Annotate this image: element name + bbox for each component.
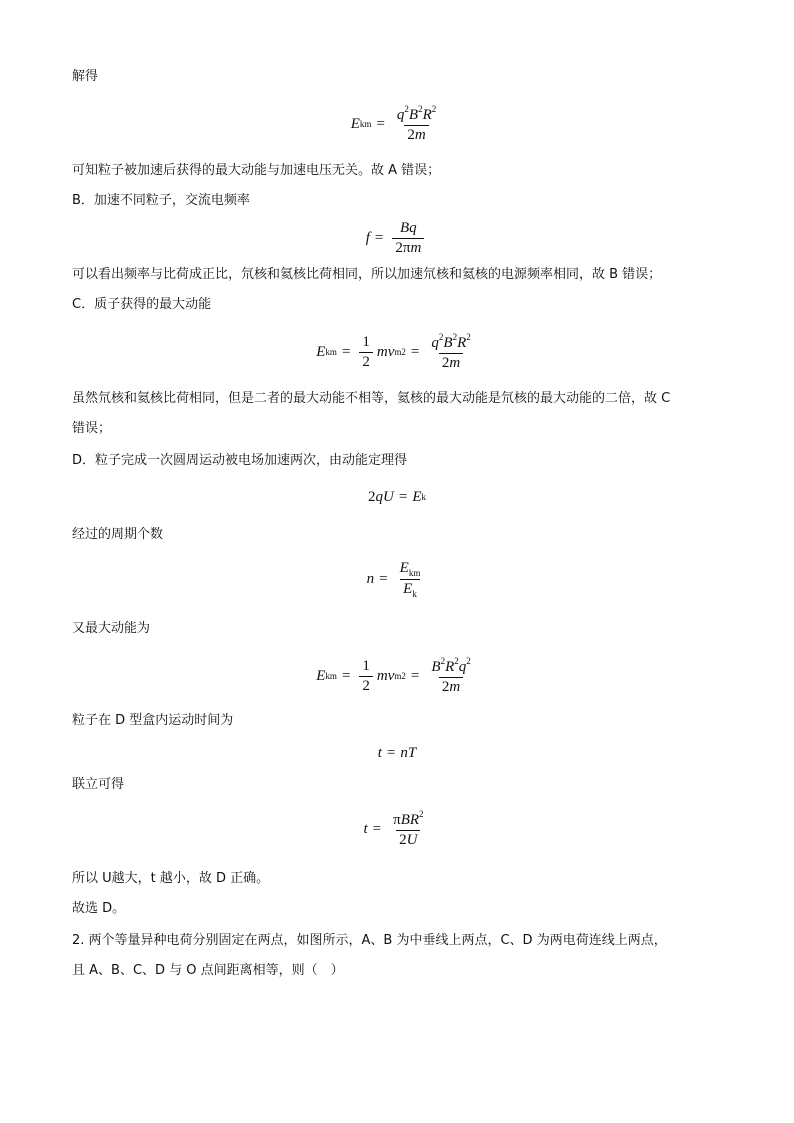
equation-frequency: f = $\frac{Bq}{2\pi m}$ [0,218,794,258]
text-line: 可知粒子被加速后获得的最大动能与加速电压无关。故 A 错误； [72,163,441,178]
equation-ekm-3: E km = $\frac{1}{2}$ mv m 2 = $\frac{B^2R^2q^2}{2m}$ [316,656,471,695]
text-line: B．加速不同粒子，交流电频率 [72,193,250,208]
text-line: 可以看出频率与比荷成正比，氘核和氦核比荷相同，所以加速氘核和氦核的电源频率相同，故 B 错误； [72,267,662,282]
text-line: 联立可得 [72,777,125,792]
text-line: 错误； [72,421,112,436]
equation-work-energy: 2 qU = E k [368,488,426,505]
text-line: 又最大动能为 [72,621,151,636]
text-line: 虽然氘核和氦核比荷相同，但是二者的最大动能不相等，氦核的最大动能是氘核的最大动能的二倍，故 C [72,391,671,406]
text-line: 粒子在 D 型盒内运动时间为 [72,713,234,728]
text-line: 所以 U越大，t 越小，故 D 正确。 [72,871,270,886]
question-line: 且 A、B、C、D 与 O 点间距离相等，则（ ） [72,963,344,978]
text-line: D．粒子完成一次圆周运动被电场加速两次，由动能定理得 [72,453,408,468]
text-line: C．质子获得的最大动能 [72,297,212,312]
equation-period-count: n = $\frac{E_{km}}{E_k}$ [366,559,421,599]
equation-ekm-1: E km = $\frac{q^2B^2R^2}{2m}$ [350,104,437,143]
text-line: 故选 D。 [72,901,126,916]
equation-ekm-2: E km = $\frac{1}{2}$ mv m 2 = $\frac{q^2B^2R^2}{2m}$ [316,332,471,371]
text-line: 经过的周期个数 [72,527,164,542]
equation-time-result: t = $\frac{\pi BR^2}{2U}$ [363,809,424,848]
text-line: 解得 [72,69,99,84]
equation-time: t = nT [377,744,417,761]
question-line: 2. 两个等量异种电荷分别固定在两点，如图所示，A、B 为中垂线上两点，C、D 为两电荷连线上两点， [72,933,667,948]
